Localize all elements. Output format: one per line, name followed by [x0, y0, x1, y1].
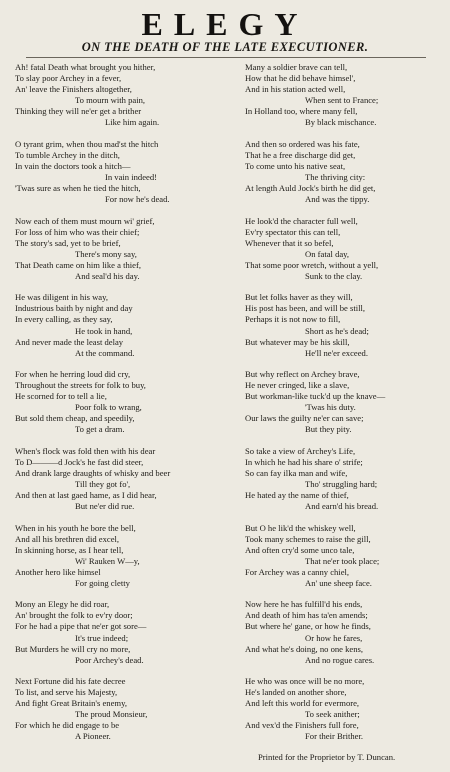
verse-line: But Murders he will cry no more,	[15, 643, 131, 654]
verse-line: Tho' struggling hard;	[305, 479, 378, 490]
verse-line: And never made the least delay	[15, 336, 124, 347]
verse-line: Took many schemes to raise the gill,	[245, 533, 371, 544]
verse-line: It's true indeed;	[75, 632, 129, 643]
verse-line: He who was once will be no more,	[245, 676, 365, 686]
verse-line: The thriving city:	[305, 172, 366, 183]
verse-line: For going cletty	[75, 577, 130, 588]
verse-line: Many a soldier brave can tell,	[245, 62, 348, 72]
stanza	[15, 216, 215, 283]
verse-line: And earn'd his bread.	[305, 501, 379, 512]
verse-line: But workman-like tuck'd up the knave—	[245, 391, 386, 402]
verse-line: He's landed on another shore,	[245, 687, 347, 698]
stanza	[245, 62, 445, 129]
right-column	[245, 62, 445, 743]
stanza	[245, 369, 445, 436]
verse-line: 'Twas his duty.	[305, 402, 356, 413]
verse-line: Ah! fatal Death what brought you hither,	[15, 62, 156, 72]
verse-line: And in his station acted well,	[245, 84, 346, 95]
verse-line: And what he's doing, no one kens,	[245, 643, 364, 654]
verse-line: On fatal day,	[305, 248, 350, 259]
verse-line: Industrious baith by night and day	[15, 303, 133, 314]
stanza	[15, 676, 215, 743]
verse-line: Poor folk to wrang,	[75, 402, 142, 413]
verse-line: That some poor wretch, without a yell,	[245, 259, 379, 270]
verse-line: And vex'd the Finishers full fore,	[245, 720, 359, 731]
verse-line: By black mischance.	[305, 117, 377, 128]
stanza	[245, 446, 445, 513]
verse-line: But where he' gane, or how he finds,	[245, 621, 371, 632]
verse-line: And then so ordered was his fate,	[245, 138, 360, 149]
stanza	[15, 62, 215, 129]
verse-line: Whenever that it so befel,	[245, 237, 334, 248]
verse-line: That he a free discharge did get,	[245, 149, 356, 160]
verse-line: Ev'ry spectator this can tell,	[245, 226, 341, 237]
verse-line: For loss of him who was their chief;	[15, 226, 140, 237]
stanza	[245, 292, 445, 359]
verse-line: To come unto his native seat,	[245, 160, 346, 171]
page-title: ELEGY	[141, 6, 309, 42]
stanza	[15, 446, 215, 513]
stanza	[245, 599, 445, 666]
verse-line: When in his youth he bore the bell,	[15, 522, 136, 533]
verse-line: Thinking they will ne'er get a brither	[15, 106, 142, 117]
verse-line: To list, and serve his Majesty,	[15, 687, 118, 698]
verse-line: And was the tippy.	[305, 194, 370, 205]
stanza	[15, 523, 215, 590]
verse-line: His post has been, and will be still,	[245, 303, 366, 314]
verse-line: To D———d Jock's he fast did steer,	[15, 456, 144, 467]
verse-line: Poor Archey's dead.	[75, 654, 144, 665]
verse-line: And death of him has ta'en amends;	[245, 610, 368, 621]
verse-line: There's mony say,	[75, 248, 137, 259]
verse-line: He hated ay the name of thief,	[245, 490, 349, 501]
verse-line: For when he herring loud did cry,	[15, 369, 131, 379]
verse-line: And often cry'd some unco tale,	[245, 544, 355, 555]
divider	[26, 57, 426, 58]
verse-line: O tyrant grim, when thou mad'st the hitch	[15, 138, 159, 149]
verse-line: In which he had his share o' strife;	[245, 456, 363, 467]
left-column	[15, 62, 215, 743]
verse-line: The proud Monsieur,	[75, 709, 148, 720]
verse-line: Another hero like himsel	[15, 566, 101, 577]
verse-line: That Death came on him like a thief,	[15, 259, 141, 270]
printer-imprint: Printed for the Proprietor by T. Duncan.	[258, 752, 396, 762]
stanza	[245, 139, 445, 206]
verse-line: Throughout the streets for folk to buy,	[15, 380, 146, 391]
verse-line: At length Auld Jock's birth he did get,	[245, 183, 376, 194]
verse-line: And left this world for evermore,	[245, 698, 360, 709]
verse-line: For Archey was a canny chiel,	[245, 566, 350, 577]
verse-line: To tumble Archey in the ditch,	[15, 149, 120, 160]
verse-line: When's flock was fold then with his dear	[15, 445, 156, 456]
verse-line: To slay poor Archey in a fever,	[15, 73, 122, 84]
verse-line: At the command.	[75, 347, 135, 358]
verse-line: He look'd the character full well,	[245, 215, 358, 226]
verse-line: But let folks haver as they will,	[245, 292, 353, 303]
verse-line: But they pity.	[305, 424, 352, 435]
verse-line: Short as he's dead;	[305, 325, 369, 336]
verse-line: He was diligent in his way,	[15, 292, 109, 303]
verse-line: To mourn with pain,	[75, 95, 146, 106]
verse-line: Mony an Elegy he did roar,	[15, 599, 110, 610]
verse-line: In Holland too, where many fell,	[245, 106, 358, 117]
verse-line: In vain the doctors took a hitch—	[15, 160, 131, 171]
verse-line: And seal'd his day.	[75, 270, 140, 281]
verse-line: So take a view of Archey's Life,	[245, 445, 356, 456]
verse-line: How that he did behave himsel',	[245, 73, 356, 84]
verse-line: Our laws the guilty ne'er can save;	[245, 413, 364, 424]
verse-line: Perhaps it is not now to fill,	[245, 314, 341, 325]
stanza	[15, 599, 215, 666]
verse-line: Till they got fo',	[75, 479, 131, 490]
verse-line: But whatever may be his skill,	[245, 336, 350, 347]
verse-line: To seek anither;	[305, 709, 360, 720]
verse-line: Wi' Rauken W—y,	[75, 555, 140, 566]
verse-line: The story's sad, yet to be brief,	[15, 237, 121, 248]
verse-line: He took in hand,	[75, 325, 133, 336]
verse-line: Next Fortune did his fate decree	[15, 676, 126, 686]
verse-line: For now he's dead.	[105, 194, 170, 205]
verse-line: An' une sheep face.	[305, 577, 372, 588]
stanza	[15, 292, 215, 359]
verse-line: 'Twas sure as when he tied the hitch,	[15, 183, 141, 194]
verse-line: In every calling, as they say,	[15, 314, 113, 325]
verse-line: Now each of them must mourn wi' grief,	[15, 215, 155, 226]
verse-line: Like him again.	[105, 117, 160, 128]
verse-line: In vain indeed!	[105, 172, 158, 183]
verse-line: For their Brither.	[305, 731, 363, 742]
verse-line: But sold them cheap, and speedily,	[15, 413, 135, 424]
verse-line: Now here he has fulfill'd his ends,	[245, 599, 363, 610]
stanza	[245, 523, 445, 590]
verse-line: He'll ne'er exceed.	[305, 347, 368, 358]
verse-line: For which he did engage to be	[15, 720, 120, 731]
page-subtitle: ON THE DEATH OF THE LATE EXECUTIONER.	[81, 40, 369, 54]
verse-line: An' leave the Finishers altogether,	[15, 84, 132, 95]
verse-line: Sunk to the clay.	[305, 270, 363, 281]
stanza	[15, 369, 215, 436]
verse-line: For he had a pipe that ne'er got sore—	[15, 621, 147, 632]
stanza	[15, 139, 215, 206]
verse-line: To get a dram.	[75, 424, 125, 435]
verse-line: But ne'er did rue.	[75, 501, 135, 512]
verse-line: So can fay ilka man and wife,	[245, 467, 348, 478]
verse-line: That ne'er took place;	[305, 555, 380, 566]
verse-line: But why reflect on Archey brave,	[245, 369, 360, 379]
verse-line: Or how he fares,	[305, 632, 363, 643]
verse-line: But O he lik'd the whiskey well,	[245, 522, 356, 533]
verse-line: And all his brethren did excel,	[15, 533, 120, 544]
verse-line: In skinning horse, as I hear tell,	[15, 544, 124, 555]
verse-line: And drank large draughts of whisky and beer	[15, 467, 171, 478]
verse-line: He never cringed, like a slave,	[245, 380, 350, 391]
verse-line: An' brought the folk to ev'ry door;	[15, 610, 133, 621]
verse-line: When sent to France;	[305, 95, 379, 106]
verse-line: And then at last gaed hame, as I did hear,	[15, 490, 157, 501]
verse-line: And fight Great Britain's enemy,	[15, 698, 127, 709]
verse-line: And no rogue cares.	[305, 654, 375, 665]
verse-line: A Pioneer.	[75, 731, 111, 742]
verse-line: He scorned for to tell a lie,	[15, 391, 107, 402]
stanza	[245, 676, 445, 743]
stanza	[245, 216, 445, 283]
